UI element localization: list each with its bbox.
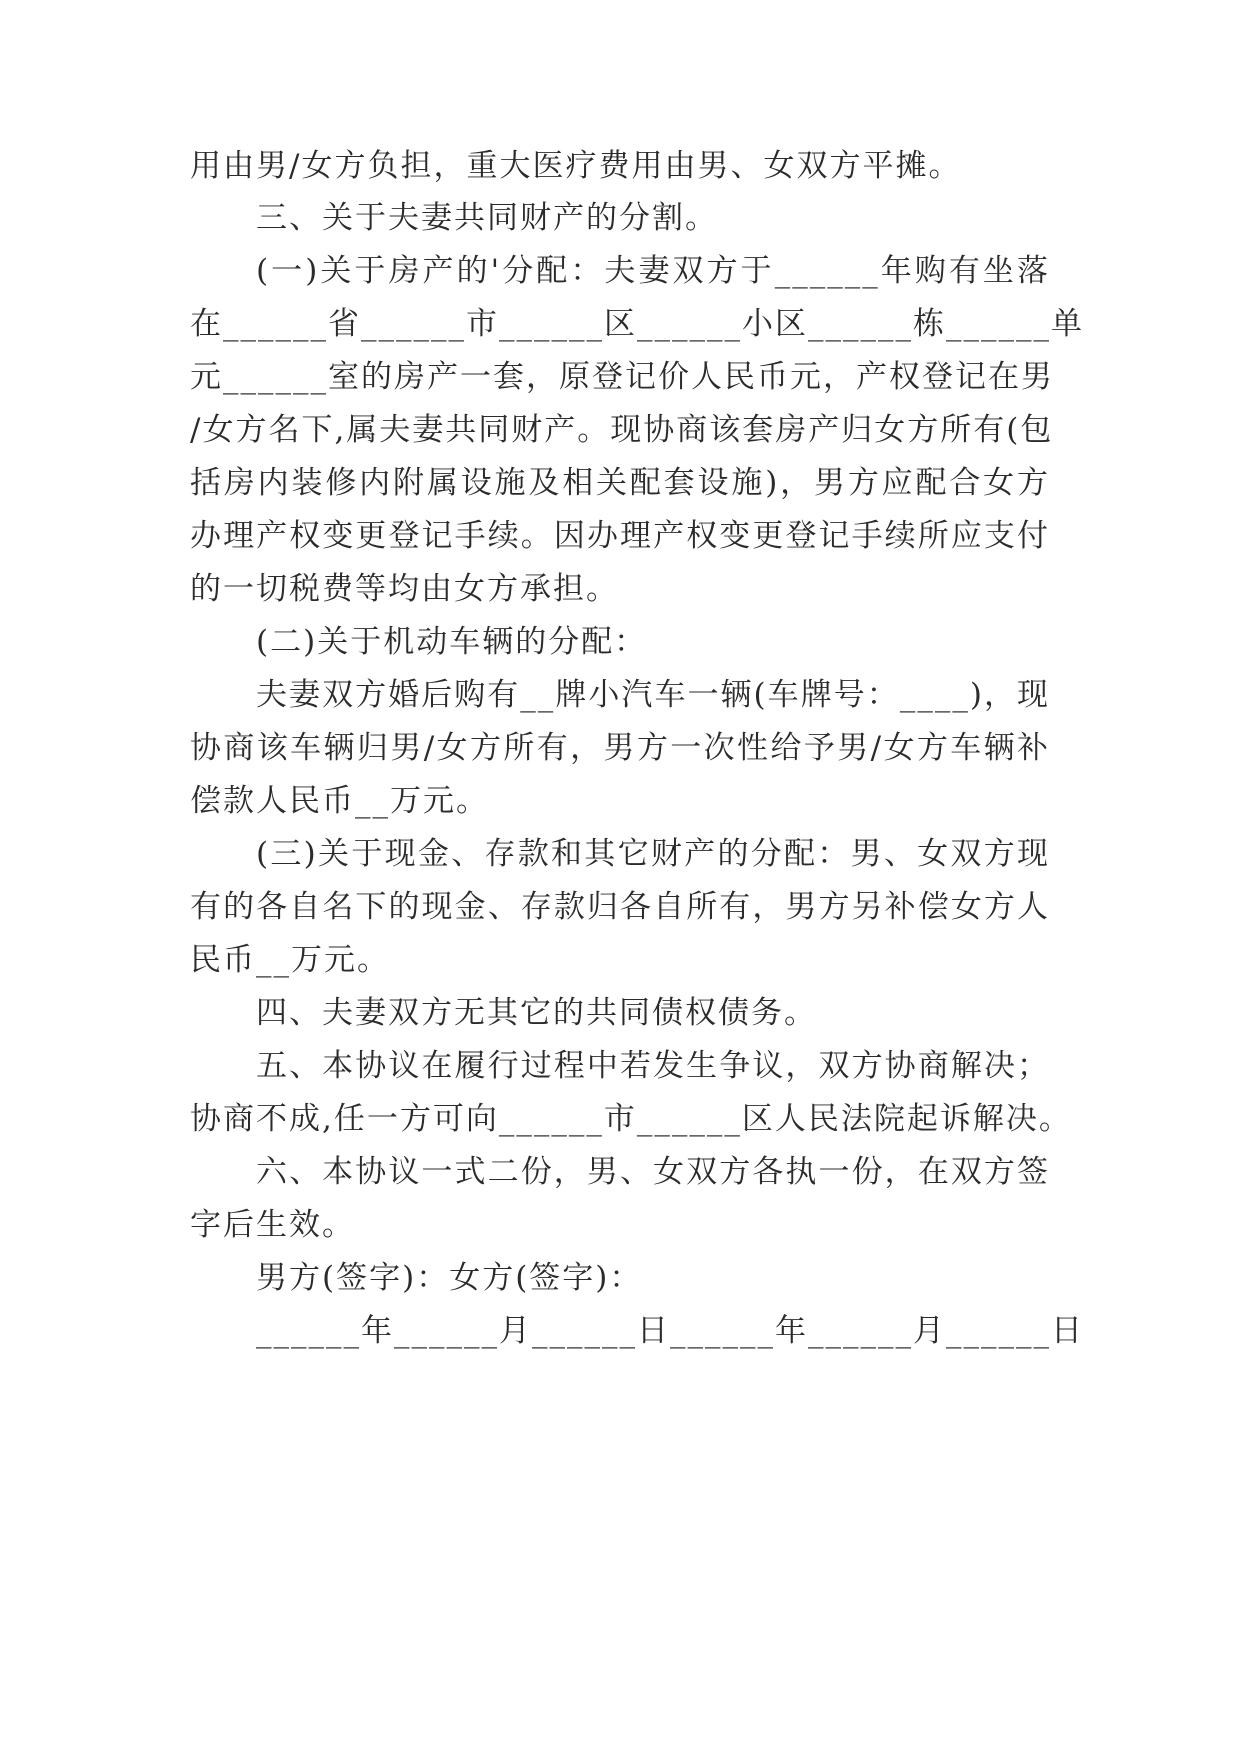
text-line: 括房内装修内附属设施及相关配套设施)，男方应配合女方 <box>190 465 1050 501</box>
text-line: 用由男/女方负担，重大医疗费用由男、女双方平摊。 <box>190 148 962 184</box>
text-line: 协商该车辆归男/女方所有，男方一次性给予男/女方车辆补 <box>190 730 1050 766</box>
date-line: ______年______月______日______年______月______日 <box>256 1313 1084 1349</box>
text-line: 协商不成,任一方可向______市______区人民法院起诉解决。 <box>190 1101 1072 1137</box>
text-line: /女方名下,属夫妻共同财产。现协商该套房产归女方所有(包 <box>190 412 1054 448</box>
section-heading: 三、关于夫妻共同财产的分割。 <box>256 200 718 236</box>
text-line: (一)关于房产的'分配：夫妻双方于______年购有坐落 <box>256 253 1050 289</box>
text-line: 的一切税费等均由女方承担。 <box>190 571 619 607</box>
text-line: 夫妻双方婚后购有__牌小汽车一辆(车牌号：____)，现 <box>256 677 1050 713</box>
text-line: (三)关于现金、存款和其它财产的分配：男、女双方现 <box>256 836 1050 872</box>
signature-line: 男方(签字)：女方(签字)： <box>256 1260 643 1296</box>
text-line: 五、本协议在履行过程中若发生争议，双方协商解决； <box>256 1048 1050 1084</box>
text-line: 有的各自名下的现金、存款归各自所有，男方另补偿女方人 <box>190 889 1050 925</box>
subsection-heading: (二)关于机动车辆的分配： <box>256 624 648 660</box>
text-line: 在______省______市______区______小区______栋______单 <box>190 306 1084 342</box>
text-line: 民币__万元。 <box>190 942 390 978</box>
section-heading: 四、夫妻双方无其它的共同债权债务。 <box>256 995 817 1031</box>
text-line: 元______室的房产一套，原登记价人民币元，产权登记在男 <box>190 359 1054 395</box>
text-line: 六、本协议一式二份，男、女双方各执一份，在双方签 <box>256 1154 1050 1190</box>
text-line: 字后生效。 <box>190 1207 355 1243</box>
text-line: 办理产权变更登记手续。因办理产权变更登记手续所应支付 <box>190 518 1050 554</box>
text-line: 偿款人民币__万元。 <box>190 783 489 819</box>
